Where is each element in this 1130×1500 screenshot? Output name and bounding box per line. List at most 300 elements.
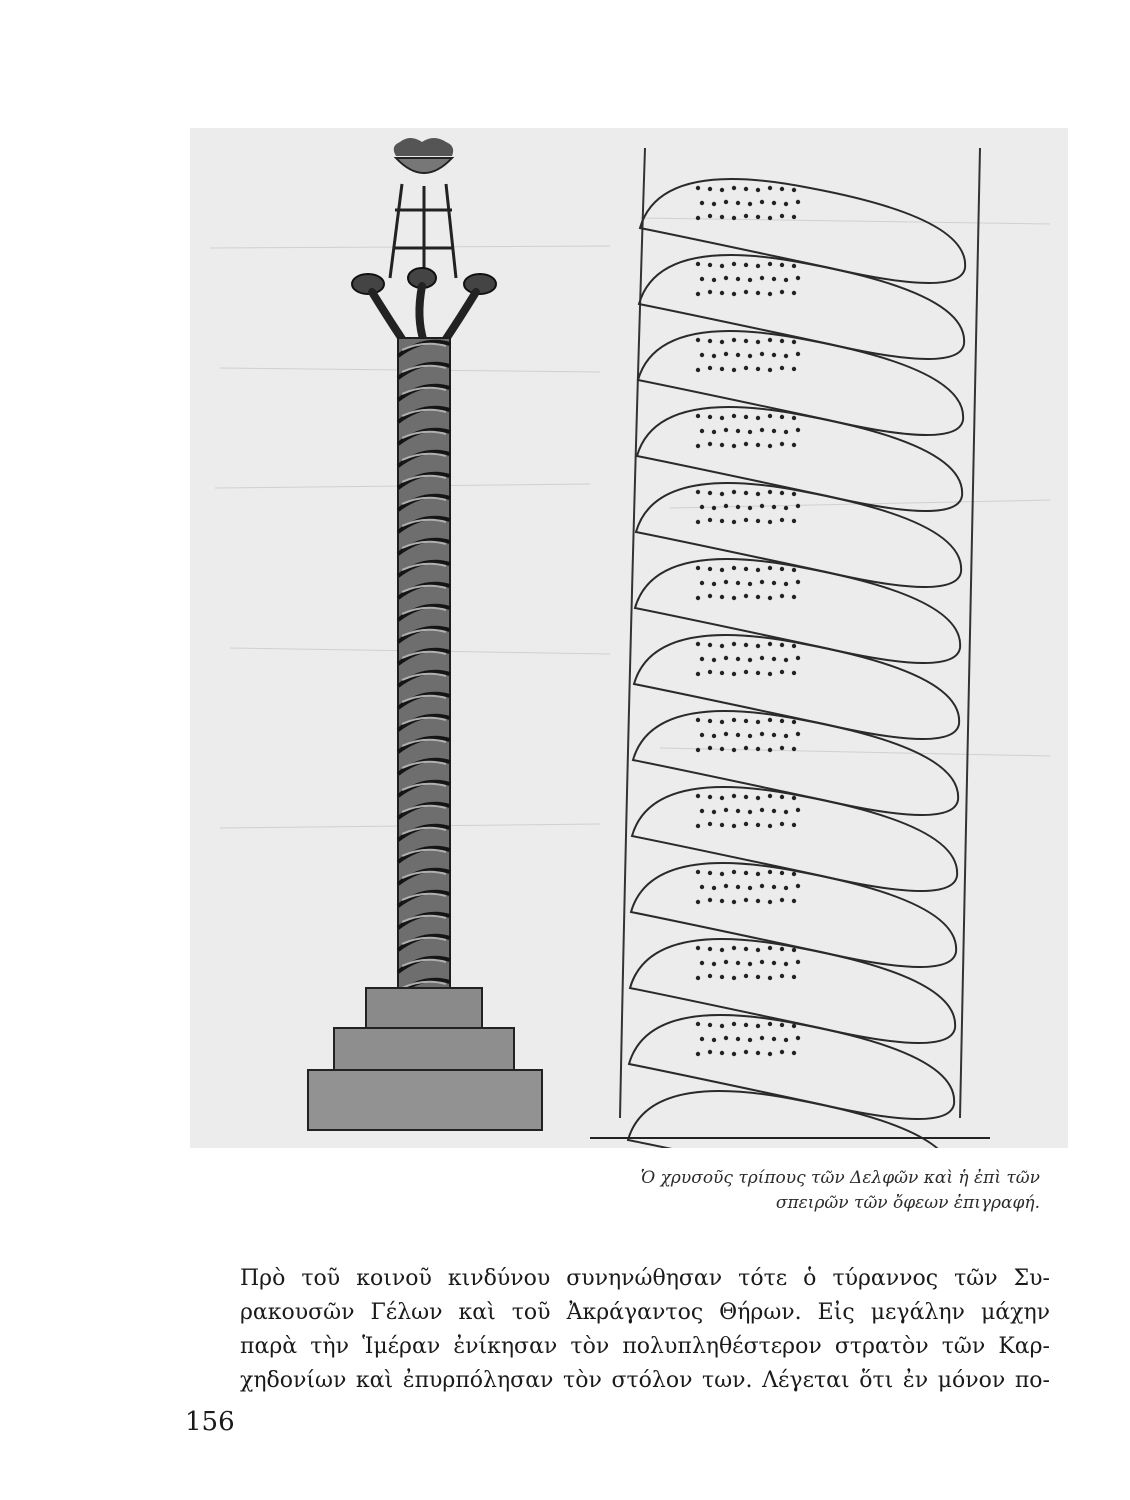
inscription-mark bbox=[796, 200, 800, 204]
inscription-mark bbox=[768, 596, 772, 600]
inscription-mark bbox=[720, 720, 724, 724]
inscription-mark bbox=[792, 899, 796, 903]
inscription-mark bbox=[784, 886, 788, 890]
inscription-mark bbox=[792, 215, 796, 219]
inscription-mark bbox=[796, 276, 800, 280]
inscription-mark bbox=[708, 518, 712, 522]
inscription-mark bbox=[700, 733, 704, 737]
inscription-mark bbox=[708, 290, 712, 294]
inscription-mark bbox=[712, 430, 716, 434]
inscription-mark bbox=[756, 492, 760, 496]
inscription-mark bbox=[696, 566, 700, 570]
inscription-mark bbox=[700, 581, 704, 585]
inscription-mark bbox=[700, 505, 704, 509]
inscription-mark bbox=[700, 657, 704, 661]
inscription-mark bbox=[780, 491, 784, 495]
inscription-mark bbox=[732, 1052, 736, 1056]
inscription-mark bbox=[700, 809, 704, 813]
inscription-mark bbox=[744, 339, 748, 343]
body-line: χηδονίων καὶ ἐπυρπόλησαν τὸν στόλον των. Λέγεται ὅτι ἐν μόνον πο- bbox=[240, 1368, 1050, 1393]
body-line: Πρὸ τοῦ κοινοῦ κινδύνου συνηνώθησαν τότε ὁ τύραννος τῶν Συ- bbox=[240, 1266, 1050, 1291]
inscription-mark bbox=[772, 657, 776, 661]
inscription-mark bbox=[700, 277, 704, 281]
inscription-mark bbox=[736, 581, 740, 585]
inscription-mark bbox=[768, 748, 772, 752]
inscription-mark bbox=[732, 216, 736, 220]
inscription-mark bbox=[712, 734, 716, 738]
inscription-mark bbox=[756, 948, 760, 952]
inscription-mark bbox=[796, 1036, 800, 1040]
inscription-mark bbox=[756, 568, 760, 572]
inscription-mark bbox=[732, 748, 736, 752]
inscription-mark bbox=[744, 415, 748, 419]
inscription-mark bbox=[756, 215, 760, 219]
inscription-mark bbox=[732, 1022, 736, 1026]
inscription-mark bbox=[760, 656, 764, 660]
inscription-mark bbox=[696, 748, 700, 752]
inscription-mark bbox=[756, 899, 760, 903]
inscription-mark bbox=[732, 976, 736, 980]
inscription-mark bbox=[732, 338, 736, 342]
inscription-mark bbox=[792, 188, 796, 192]
inscription-mark bbox=[736, 505, 740, 509]
inscription-mark bbox=[748, 202, 752, 206]
inscription-mark bbox=[760, 732, 764, 736]
inscription-mark bbox=[708, 339, 712, 343]
inscription-mark bbox=[720, 188, 724, 192]
page-number: 156 bbox=[185, 1407, 235, 1437]
inscription-mark bbox=[772, 505, 776, 509]
inscription-mark bbox=[768, 490, 772, 494]
inscription-mark bbox=[748, 430, 752, 434]
inscription-mark bbox=[772, 1037, 776, 1041]
body-line: ρακουσῶν Γέλων καὶ τοῦ Ἀκράγαντος Θήρων. Εἰς μεγάλην μάχην bbox=[240, 1300, 1050, 1325]
inscription-mark bbox=[784, 962, 788, 966]
inscription-mark bbox=[768, 566, 772, 570]
inscription-mark bbox=[712, 582, 716, 586]
inscription-mark bbox=[736, 885, 740, 889]
inscription-mark bbox=[736, 809, 740, 813]
inscription-mark bbox=[712, 506, 716, 510]
inscription-mark bbox=[756, 823, 760, 827]
inscription-mark bbox=[708, 719, 712, 723]
inscription-mark bbox=[712, 886, 716, 890]
inscription-mark bbox=[696, 292, 700, 296]
inscription-mark bbox=[780, 442, 784, 446]
inscription-mark bbox=[796, 352, 800, 356]
inscription-mark bbox=[792, 367, 796, 371]
inscription-mark bbox=[780, 974, 784, 978]
inscription-mark bbox=[736, 277, 740, 281]
inscription-mark bbox=[696, 368, 700, 372]
inscription-mark bbox=[792, 443, 796, 447]
inscription-mark bbox=[784, 430, 788, 434]
inscription-mark bbox=[724, 808, 728, 812]
inscription-mark bbox=[780, 187, 784, 191]
inscription-mark bbox=[748, 886, 752, 890]
inscription-mark bbox=[792, 340, 796, 344]
inscription-mark bbox=[760, 276, 764, 280]
inscription-mark bbox=[724, 656, 728, 660]
inscription-mark bbox=[720, 747, 724, 751]
inscription-mark bbox=[784, 278, 788, 282]
inscription-mark bbox=[724, 504, 728, 508]
inscription-mark bbox=[736, 429, 740, 433]
inscription-mark bbox=[792, 975, 796, 979]
tripod-illustration bbox=[190, 128, 1068, 1148]
inscription-mark bbox=[736, 1037, 740, 1041]
inscription-mark bbox=[720, 872, 724, 876]
inscription-mark bbox=[792, 948, 796, 952]
inscription-mark bbox=[724, 276, 728, 280]
inscription-mark bbox=[792, 519, 796, 523]
inscription-mark bbox=[780, 1023, 784, 1027]
inscription-mark bbox=[696, 976, 700, 980]
inscription-mark bbox=[744, 1050, 748, 1054]
inscription-mark bbox=[700, 885, 704, 889]
inscription-mark bbox=[696, 338, 700, 342]
inscription-mark bbox=[756, 747, 760, 751]
inscription-mark bbox=[744, 643, 748, 647]
caption-line: Ὁ χρυσοῦς τρίπους τῶν Δελφῶν καὶ ἡ ἐπὶ τῶν bbox=[640, 1168, 1040, 1188]
inscription-mark bbox=[768, 718, 772, 722]
inscription-mark bbox=[756, 644, 760, 648]
inscription-mark bbox=[768, 520, 772, 524]
inscription-mark bbox=[780, 643, 784, 647]
inscription-mark bbox=[732, 900, 736, 904]
inscription-mark bbox=[748, 962, 752, 966]
inscription-mark bbox=[744, 366, 748, 370]
inscription-mark bbox=[732, 870, 736, 874]
inscription-mark bbox=[784, 582, 788, 586]
inscription-mark bbox=[792, 671, 796, 675]
inscription-mark bbox=[732, 566, 736, 570]
inscription-mark bbox=[756, 188, 760, 192]
inscription-mark bbox=[748, 278, 752, 282]
inscription-mark bbox=[744, 263, 748, 267]
inscription-mark bbox=[720, 340, 724, 344]
inscription-mark bbox=[760, 504, 764, 508]
inscription-mark bbox=[780, 518, 784, 522]
inscription-mark bbox=[696, 870, 700, 874]
inscription-mark bbox=[720, 796, 724, 800]
inscription-mark bbox=[720, 644, 724, 648]
inscription-mark bbox=[780, 871, 784, 875]
inscription-mark bbox=[744, 214, 748, 218]
inscription-mark bbox=[732, 414, 736, 418]
inscription-mark bbox=[792, 595, 796, 599]
inscription-mark bbox=[700, 429, 704, 433]
inscription-mark bbox=[792, 492, 796, 496]
inscription-mark bbox=[768, 338, 772, 342]
inscription-mark bbox=[744, 822, 748, 826]
inscription-mark bbox=[744, 719, 748, 723]
inscription-mark bbox=[780, 719, 784, 723]
inscription-mark bbox=[780, 366, 784, 370]
inscription-mark bbox=[780, 746, 784, 750]
inscription-mark bbox=[696, 642, 700, 646]
inscription-mark bbox=[708, 263, 712, 267]
inscription-mark bbox=[772, 353, 776, 357]
inscription-mark bbox=[708, 415, 712, 419]
inscription-mark bbox=[756, 519, 760, 523]
inscription-mark bbox=[748, 582, 752, 586]
inscription-mark bbox=[780, 1050, 784, 1054]
inscription-mark bbox=[708, 1023, 712, 1027]
inscription-mark bbox=[792, 823, 796, 827]
inscription-mark bbox=[744, 795, 748, 799]
inscription-mark bbox=[736, 961, 740, 965]
caption-line: σπειρῶν τῶν ὄφεων ἐπιγραφή. bbox=[775, 1193, 1040, 1213]
inscription-mark bbox=[708, 214, 712, 218]
inscription-mark bbox=[760, 200, 764, 204]
inscription-mark bbox=[792, 1051, 796, 1055]
inscription-mark bbox=[724, 352, 728, 356]
inscription-mark bbox=[768, 870, 772, 874]
inscription-mark bbox=[744, 290, 748, 294]
body-paragraph bbox=[240, 1262, 1050, 1398]
inscription-mark bbox=[720, 519, 724, 523]
inscription-mark bbox=[720, 416, 724, 420]
figure-caption bbox=[480, 1166, 1040, 1216]
inscription-mark bbox=[772, 809, 776, 813]
inscription-mark bbox=[792, 747, 796, 751]
inscription-mark bbox=[796, 808, 800, 812]
inscription-mark bbox=[760, 884, 764, 888]
inscription-mark bbox=[792, 291, 796, 295]
inscription-mark bbox=[768, 292, 772, 296]
inscription-mark bbox=[780, 822, 784, 826]
inscription-mark bbox=[732, 642, 736, 646]
inscription-mark bbox=[748, 810, 752, 814]
inscription-mark bbox=[756, 720, 760, 724]
inscription-mark bbox=[768, 1022, 772, 1026]
inscription-mark bbox=[700, 1037, 704, 1041]
inscription-mark bbox=[724, 428, 728, 432]
inscription-mark bbox=[780, 290, 784, 294]
inscription-mark bbox=[708, 1050, 712, 1054]
inscription-mark bbox=[708, 871, 712, 875]
inscription-mark bbox=[736, 353, 740, 357]
inscription-mark bbox=[748, 354, 752, 358]
inscription-mark bbox=[780, 898, 784, 902]
inscription-mark bbox=[772, 277, 776, 281]
inscription-mark bbox=[712, 658, 716, 662]
inscription-mark bbox=[696, 900, 700, 904]
inscription-mark bbox=[720, 568, 724, 572]
inscription-mark bbox=[708, 947, 712, 951]
inscription-mark bbox=[720, 671, 724, 675]
inscription-mark bbox=[724, 884, 728, 888]
inscription-mark bbox=[720, 492, 724, 496]
inscription-mark bbox=[748, 506, 752, 510]
inscription-mark bbox=[780, 594, 784, 598]
inscription-mark bbox=[780, 339, 784, 343]
inscription-mark bbox=[732, 186, 736, 190]
inscription-mark bbox=[696, 216, 700, 220]
inscription-mark bbox=[696, 672, 700, 676]
inscription-mark bbox=[744, 947, 748, 951]
inscription-mark bbox=[744, 670, 748, 674]
inscription-mark bbox=[708, 670, 712, 674]
inscription-mark bbox=[772, 733, 776, 737]
inscription-mark bbox=[732, 292, 736, 296]
inscription-mark bbox=[784, 1038, 788, 1042]
inscription-mark bbox=[796, 428, 800, 432]
inscription-mark bbox=[744, 442, 748, 446]
inscription-mark bbox=[700, 353, 704, 357]
inscription-mark bbox=[720, 1051, 724, 1055]
inscription-mark bbox=[708, 746, 712, 750]
inscription-mark bbox=[748, 1038, 752, 1042]
inscription-mark bbox=[736, 657, 740, 661]
inscription-mark bbox=[772, 201, 776, 205]
inscription-mark bbox=[744, 518, 748, 522]
inscription-mark bbox=[756, 872, 760, 876]
inscription-mark bbox=[792, 264, 796, 268]
inscription-mark bbox=[760, 960, 764, 964]
inscription-mark bbox=[796, 960, 800, 964]
inscription-mark bbox=[744, 898, 748, 902]
inscription-mark bbox=[736, 201, 740, 205]
inscription-mark bbox=[768, 900, 772, 904]
inscription-mark bbox=[780, 214, 784, 218]
inscription-mark bbox=[792, 720, 796, 724]
inscription-mark bbox=[768, 262, 772, 266]
inscription-mark bbox=[744, 594, 748, 598]
inscription-mark bbox=[768, 794, 772, 798]
inscription-mark bbox=[760, 808, 764, 812]
inscription-mark bbox=[780, 415, 784, 419]
inscription-mark bbox=[744, 871, 748, 875]
inscription-mark bbox=[784, 734, 788, 738]
inscription-mark bbox=[756, 975, 760, 979]
inscription-mark bbox=[796, 884, 800, 888]
inscription-mark bbox=[796, 580, 800, 584]
inscription-mark bbox=[792, 1024, 796, 1028]
inscription-mark bbox=[732, 596, 736, 600]
inscription-mark bbox=[708, 366, 712, 370]
inscription-mark bbox=[784, 202, 788, 206]
inscription-mark bbox=[712, 1038, 716, 1042]
inscription-mark bbox=[696, 946, 700, 950]
inscription-mark bbox=[708, 822, 712, 826]
inscription-mark bbox=[784, 354, 788, 358]
inscription-mark bbox=[724, 732, 728, 736]
inscription-mark bbox=[724, 1036, 728, 1040]
inscription-mark bbox=[780, 795, 784, 799]
inscription-mark bbox=[784, 506, 788, 510]
inscription-mark bbox=[772, 429, 776, 433]
inscription-mark bbox=[732, 794, 736, 798]
inscription-mark bbox=[744, 1023, 748, 1027]
inscription-mark bbox=[720, 291, 724, 295]
inscription-mark bbox=[720, 1024, 724, 1028]
inscription-mark bbox=[720, 975, 724, 979]
inscription-mark bbox=[756, 796, 760, 800]
inscription-mark bbox=[708, 898, 712, 902]
inscription-mark bbox=[792, 416, 796, 420]
inscription-mark bbox=[768, 642, 772, 646]
inscription-mark bbox=[696, 1052, 700, 1056]
inscription-mark bbox=[708, 491, 712, 495]
inscription-mark bbox=[756, 291, 760, 295]
inscription-mark bbox=[768, 414, 772, 418]
inscription-mark bbox=[768, 976, 772, 980]
inscription-mark bbox=[720, 264, 724, 268]
inscription-mark bbox=[756, 443, 760, 447]
inscription-mark bbox=[720, 823, 724, 827]
inscription-mark bbox=[708, 594, 712, 598]
inscription-mark bbox=[708, 795, 712, 799]
inscription-mark bbox=[744, 974, 748, 978]
inscription-mark bbox=[696, 414, 700, 418]
inscription-mark bbox=[748, 734, 752, 738]
inscription-mark bbox=[708, 974, 712, 978]
inscription-mark bbox=[792, 568, 796, 572]
inscription-mark bbox=[796, 732, 800, 736]
inscription-mark bbox=[708, 643, 712, 647]
inscription-mark bbox=[768, 946, 772, 950]
inscription-mark bbox=[724, 960, 728, 964]
inscription-mark bbox=[744, 491, 748, 495]
inscription-mark bbox=[712, 354, 716, 358]
inscription-mark bbox=[696, 794, 700, 798]
inscription-mark bbox=[720, 443, 724, 447]
inscription-mark bbox=[784, 658, 788, 662]
inscription-mark bbox=[756, 595, 760, 599]
inscription-mark bbox=[696, 444, 700, 448]
inscription-mark bbox=[768, 186, 772, 190]
inscription-mark bbox=[760, 428, 764, 432]
inscription-mark bbox=[720, 595, 724, 599]
inscription-mark bbox=[696, 1022, 700, 1026]
inscription-mark bbox=[780, 947, 784, 951]
inscription-mark bbox=[696, 824, 700, 828]
inscription-mark bbox=[700, 961, 704, 965]
inscription-mark bbox=[720, 948, 724, 952]
inscription-mark bbox=[772, 581, 776, 585]
inscription-mark bbox=[756, 340, 760, 344]
inscription-mark bbox=[780, 263, 784, 267]
inscription-mark bbox=[696, 718, 700, 722]
inscription-mark bbox=[768, 368, 772, 372]
inscription-mark bbox=[760, 1036, 764, 1040]
inscription-mark bbox=[792, 872, 796, 876]
inscription-mark bbox=[772, 885, 776, 889]
inscription-mark bbox=[756, 264, 760, 268]
inscription-mark bbox=[756, 671, 760, 675]
inscription-mark bbox=[744, 187, 748, 191]
inscription-mark bbox=[732, 368, 736, 372]
inscription-mark bbox=[696, 596, 700, 600]
inscription-mark bbox=[732, 520, 736, 524]
inscription-mark bbox=[732, 490, 736, 494]
inscription-mark bbox=[720, 215, 724, 219]
inscription-mark bbox=[720, 367, 724, 371]
inscription-mark bbox=[792, 644, 796, 648]
inscription-mark bbox=[696, 262, 700, 266]
inscription-mark bbox=[744, 746, 748, 750]
inscription-mark bbox=[708, 187, 712, 191]
inscription-mark bbox=[708, 442, 712, 446]
inscription-mark bbox=[756, 1024, 760, 1028]
inscription-mark bbox=[756, 367, 760, 371]
inscription-mark bbox=[732, 824, 736, 828]
inscription-mark bbox=[732, 718, 736, 722]
inscription-mark bbox=[756, 416, 760, 420]
inscription-mark bbox=[708, 567, 712, 571]
